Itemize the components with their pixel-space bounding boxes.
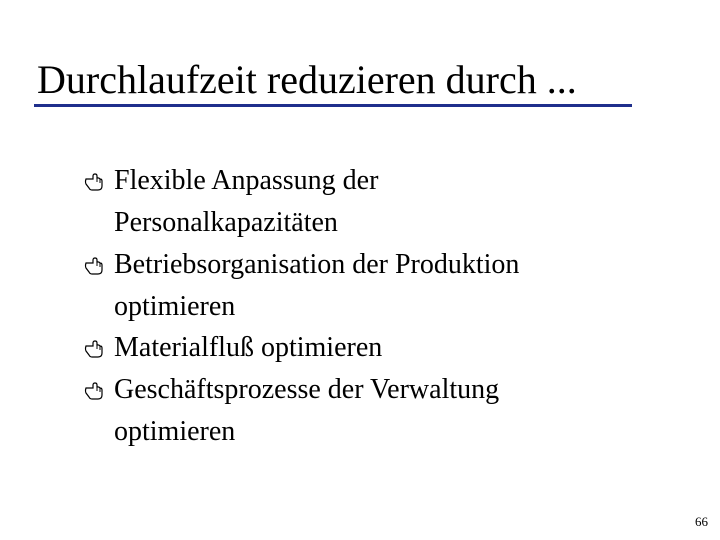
bullet-line: optimieren (114, 415, 236, 447)
bullet-line: Betriebsorganisation der Produktion (114, 248, 520, 280)
page-number: 66 (695, 514, 708, 529)
bullet-line: Materialfluß optimieren (114, 332, 383, 363)
bullet-line: Geschäftsprozesse der Verwaltung (114, 373, 500, 405)
pointing-hand-icon (84, 173, 104, 191)
bullet-line: Personalkapazitäten (114, 207, 338, 238)
bullet-list (84, 160, 684, 453)
bullet-item (84, 369, 684, 453)
title-underline (34, 104, 632, 107)
bullet-item (84, 244, 684, 328)
bullet-line: Flexible Anpassung der (114, 165, 379, 196)
pointing-hand-icon (84, 382, 104, 400)
slide-title: Durchlaufzeit reduzieren durch ... (37, 57, 577, 102)
bullet-line: optimieren (114, 290, 236, 322)
pointing-hand-icon (84, 257, 104, 275)
pointing-hand-icon (84, 340, 104, 358)
bullet-item (84, 160, 684, 244)
bullet-item (84, 327, 684, 369)
